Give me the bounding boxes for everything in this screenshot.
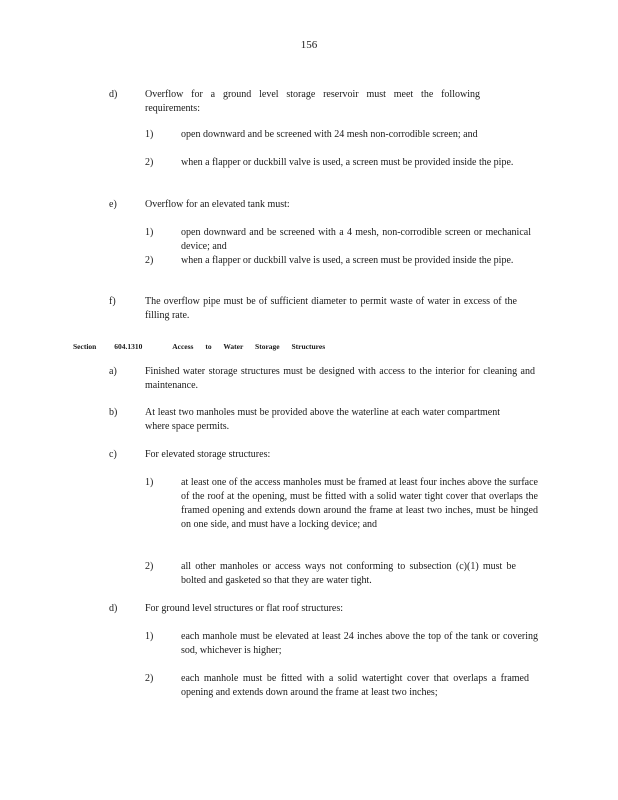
item-text-f: The overflow pipe must be of sufficient diameter to permit waste of water in excess of the filling rate.: [145, 296, 517, 321]
item-text-a: Finished water storage structures must be designed with access to the interior for cleaning and maintenance.: [145, 366, 535, 391]
subitem-text-c2: all other manholes or access ways not conforming to subsection (c)(1) must be bolted and gasketed so that they are water tight.: [181, 561, 516, 586]
page-number: 156: [300, 39, 318, 51]
subitem-text-d2: when a flapper or duckbill valve is used, a screen must be provided inside the pipe.: [181, 157, 514, 168]
item-text-d-ground: For ground level structures or flat roof structures:: [145, 603, 344, 614]
item-marker-c: c): [109, 449, 117, 460]
subitem-text-e2: when a flapper or duckbill valve is used, a screen must be provided inside the pipe.: [181, 255, 514, 266]
item-marker-d-ground: d): [109, 603, 118, 614]
subitem-marker-d1: 1): [145, 129, 154, 140]
item-marker-a: a): [109, 366, 117, 377]
subitem-marker-d2: 2): [145, 157, 154, 168]
subitem-text-c1: at least one of the access manholes must be framed at least four inches above the surface of the roof at the opening, must be fitted with a solid water tight cover that overlaps the framed opening and extends down around the frame at least two inches, must be hinged on one side, and must have a locking device; and: [181, 477, 538, 530]
item-marker-e: e): [109, 199, 117, 210]
section-number: 604.1310: [114, 342, 143, 351]
subitem-marker-d-ground-1: 1): [145, 631, 154, 642]
subitem-marker-c1: 1): [145, 477, 154, 488]
subitem-text-d-ground-2: each manhole must be fitted with a solid watertight cover that overlaps a framed opening and extends down around the frame at least two inches;: [181, 673, 529, 698]
subitem-marker-e1: 1): [145, 227, 154, 238]
item-marker-d: d): [109, 89, 118, 100]
item-marker-f: f): [109, 296, 116, 307]
section-label: Section: [73, 342, 97, 351]
subitem-text-e1: open downward and be screened with a 4 mesh, non-corrodible screen or mechanical device; and: [181, 227, 531, 252]
item-marker-b: b): [109, 407, 118, 418]
subitem-marker-d-ground-2: 2): [145, 673, 154, 684]
subitem-marker-e2: 2): [145, 255, 154, 266]
section-heading: [73, 340, 325, 354]
section-title: Access to Water Storage Structures: [172, 342, 326, 351]
subitem-text-d1: open downward and be screened with 24 mesh non-corrodible screen; and: [181, 129, 478, 140]
subitem-text-d-ground-1: each manhole must be elevated at least 24 inches above the top of the tank or covering sod, whichever is higher;: [181, 631, 538, 656]
item-text-e: Overflow for an elevated tank must:: [145, 199, 290, 210]
subitem-marker-c2: 2): [145, 561, 154, 572]
item-text-b: At least two manholes must be provided above the waterline at each water compartment where space permits.: [145, 407, 500, 432]
item-text-d: Overflow for a ground level storage reservoir must meet the following requirements:: [145, 89, 480, 114]
item-text-c: For elevated storage structures:: [145, 449, 271, 460]
